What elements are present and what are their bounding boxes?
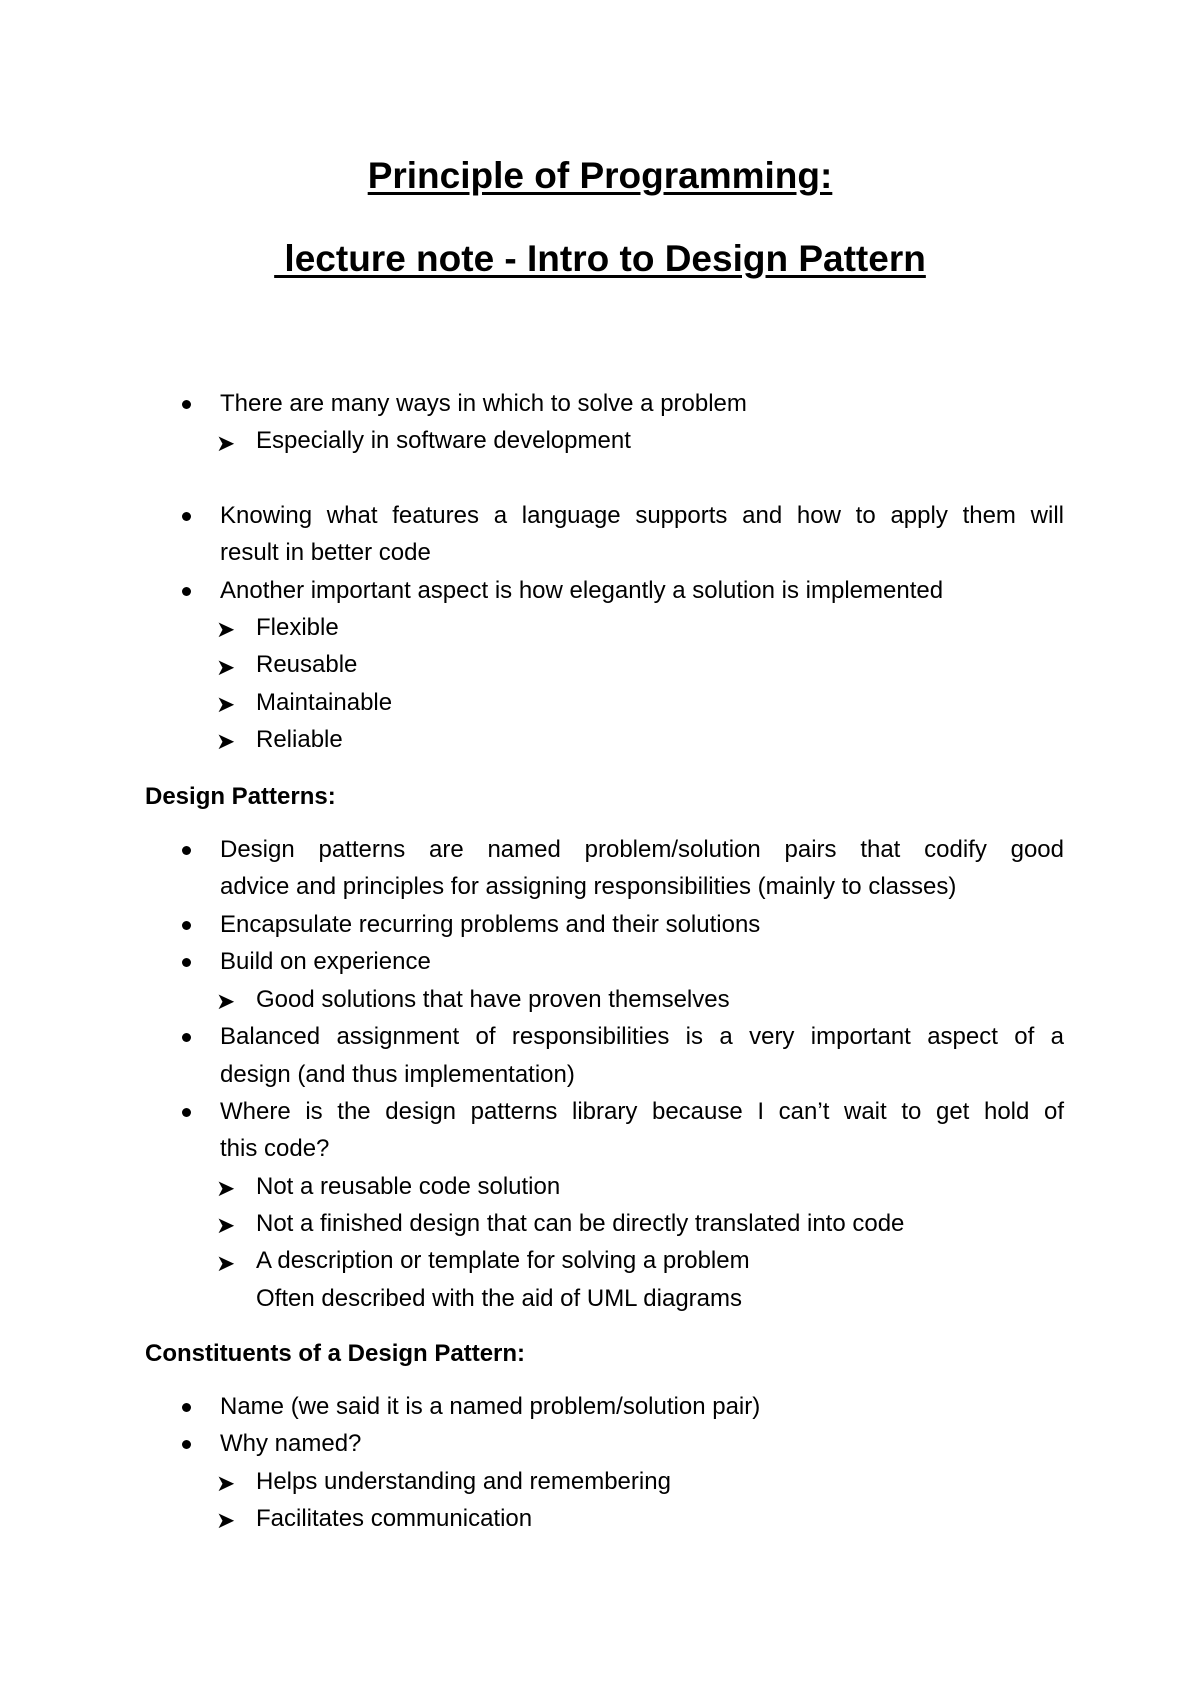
arrow-bullet-icon: ➤ bbox=[216, 691, 236, 717]
sub-list-item: Maintainable bbox=[256, 689, 393, 716]
section-heading: Constituents of a Design Pattern: bbox=[145, 1340, 526, 1367]
bullet-icon bbox=[182, 1108, 191, 1117]
bullet-icon bbox=[182, 1033, 191, 1042]
sub-list-item: Helps understanding and remembering bbox=[256, 1468, 671, 1495]
sub-list-item: A description or template for solving a problem bbox=[256, 1247, 750, 1274]
arrow-bullet-icon: ➤ bbox=[216, 1250, 236, 1276]
arrow-bullet-icon: ➤ bbox=[216, 1175, 236, 1201]
bullet-icon bbox=[182, 846, 191, 855]
list-item: Why named? bbox=[220, 1430, 362, 1457]
arrow-bullet-icon: ➤ bbox=[216, 988, 236, 1014]
document-title: Principle of Programming: bbox=[367, 155, 833, 196]
sub-list-item: Not a finished design that can be directly translated into code bbox=[256, 1210, 905, 1237]
list-item: Encapsulate recurring problems and their solutions bbox=[220, 911, 761, 938]
bullet-icon bbox=[182, 921, 191, 930]
sub-list-item: Especially in software development bbox=[256, 427, 631, 454]
sub-list-item: Facilitates communication bbox=[256, 1505, 533, 1532]
arrow-bullet-icon: ➤ bbox=[216, 616, 236, 642]
sub-list-item: Not a reusable code solution bbox=[256, 1173, 561, 1200]
bullet-icon bbox=[182, 400, 191, 409]
list-item: Balanced assignment of responsibilities is a very important aspect of a bbox=[220, 1023, 1064, 1050]
list-item-continuation: result in better code bbox=[220, 539, 431, 566]
list-item: Knowing what features a language supports and how to apply them will bbox=[220, 502, 1064, 529]
list-item-continuation: design (and thus implementation) bbox=[220, 1061, 575, 1088]
list-item: Where is the design patterns library because I can’t wait to get hold of bbox=[220, 1098, 1064, 1125]
sub-list-item: Reliable bbox=[256, 726, 343, 753]
bullet-icon bbox=[182, 1403, 191, 1412]
arrow-bullet-icon: ➤ bbox=[216, 728, 236, 754]
arrow-bullet-icon: ➤ bbox=[216, 1212, 236, 1238]
arrow-bullet-icon: ➤ bbox=[216, 430, 236, 456]
arrow-bullet-icon: ➤ bbox=[216, 1470, 236, 1496]
list-item: Build on experience bbox=[220, 948, 431, 975]
sub-list-item-continuation: Often described with the aid of UML diagrams bbox=[256, 1285, 743, 1312]
arrow-bullet-icon: ➤ bbox=[216, 1507, 236, 1533]
bullet-icon bbox=[182, 587, 191, 596]
bullet-icon bbox=[182, 1440, 191, 1449]
sub-list-item: Reusable bbox=[256, 651, 358, 678]
list-item: Design patterns are named problem/solution pairs that codify good bbox=[220, 836, 1064, 863]
arrow-bullet-icon: ➤ bbox=[216, 654, 236, 680]
list-item: Another important aspect is how elegantly a solution is implemented bbox=[220, 577, 944, 604]
section-heading: Design Patterns: bbox=[145, 783, 336, 810]
bullet-icon bbox=[182, 512, 191, 521]
bullet-icon bbox=[182, 958, 191, 967]
list-item-continuation: advice and principles for assigning responsibilities (mainly to classes) bbox=[220, 873, 957, 900]
document-subtitle: lecture note - Intro to Design Pattern bbox=[274, 238, 926, 279]
list-item: There are many ways in which to solve a problem bbox=[220, 390, 747, 417]
list-item-continuation: this code? bbox=[220, 1135, 330, 1162]
list-item: Name (we said it is a named problem/solution pair) bbox=[220, 1393, 761, 1420]
sub-list-item: Good solutions that have proven themselves bbox=[256, 986, 730, 1013]
sub-list-item: Flexible bbox=[256, 614, 339, 641]
